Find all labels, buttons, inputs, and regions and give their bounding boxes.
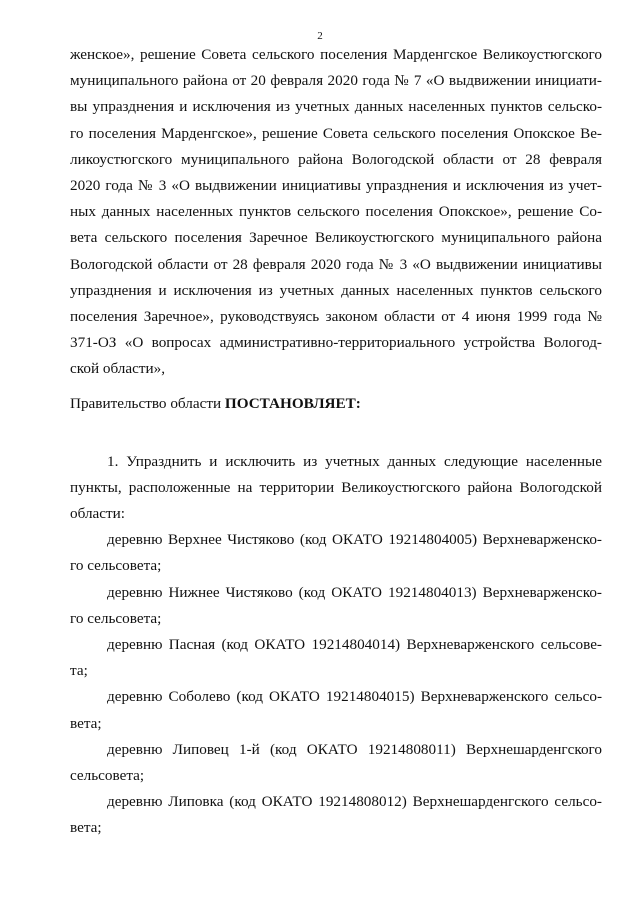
list-item [70,632,602,684]
document-body [70,42,602,841]
resolution-prefix: Правительство области [70,395,225,413]
text-line: Вологодской области от 28 февраля 2020 года № 3 «О выдвижении инициативы [70,255,602,273]
list-item-line: деревню Соболево (код ОКАТО 19214804015) Верхневарженского сельсо- [107,688,602,706]
resolution-line [70,391,602,417]
text-line: поселения Заречное», руководствуясь законом области от 4 июня 1999 года № [70,307,602,325]
list-item-line: деревню Пасная (код ОКАТО 19214804014) Верхневарженского сельсове- [107,635,602,653]
list-item-line: деревню Верхнее Чистяково (код ОКАТО 19214804005) Верхневарженско- [107,531,602,549]
list-item-line: вета; [70,714,102,732]
intro-paragraph [70,42,602,382]
list-item-line: деревню Нижнее Чистяково (код ОКАТО 19214804013) Верхневарженско- [107,583,602,601]
list-item-line: вета; [70,819,102,837]
clause-1 [70,449,602,528]
list-item [70,684,602,736]
list-item [70,737,602,789]
clause-line: 1. Упразднить и исключить из учетных данных следующие населенные [107,452,602,470]
list-item-line: сельсовета; [70,766,145,784]
clause-line: пункты, расположенные на территории Великоустюгского района Вологодской [70,478,602,496]
spacer [70,382,602,391]
text-line: ской области», [70,360,166,378]
text-line: ных данных населенных пунктов сельского поселения Опокское», решение Со- [70,203,602,221]
list-item [70,580,602,632]
text-line: 371-ОЗ «О вопросах административно-территориального устройства Вологод- [70,334,602,352]
spacer [70,418,602,449]
page-number: 2 [317,30,323,42]
village-list [70,527,602,841]
list-item-line: та; [70,662,88,680]
text-line: ликоустюгского муниципального района Вологодской области от 28 февраля [70,150,602,168]
text-line: женское», решение Совета сельского поселения Марденгское Великоустюгского [70,46,602,63]
list-item-line: го сельсовета; [70,557,162,575]
list-item [70,527,602,579]
clause-line: области: [70,505,125,522]
text-line: 2020 года № 3 «О выдвижении инициативы упразднения и исключения из учет- [70,176,602,194]
text-line: упразднения и исключения из учетных данных населенных пунктов сельского [70,281,602,299]
list-item-line: деревню Липовец 1-й (код ОКАТО 19214808011) Верхнешарденгского [107,740,602,758]
list-item-line: го сельсовета; [70,609,162,627]
list-item-line: деревню Липовка (код ОКАТО 19214808012) Верхнешарденгского сельсо- [107,793,602,811]
text-line: го поселения Марденгское», решение Совета сельского поселения Опокское Ве- [70,124,602,142]
list-item [70,789,602,841]
text-line: вы упразднения и исключения из учетных данных населенных пунктов сельско- [70,98,602,116]
text-line: муниципального района от 20 февраля 2020 года № 7 «О выдвижении инициати- [70,72,602,90]
text-line: вета сельского поселения Заречное Великоустюгского муниципального района [70,229,602,247]
resolution-verb: ПОСТАНОВЛЯЕТ: [224,395,361,413]
